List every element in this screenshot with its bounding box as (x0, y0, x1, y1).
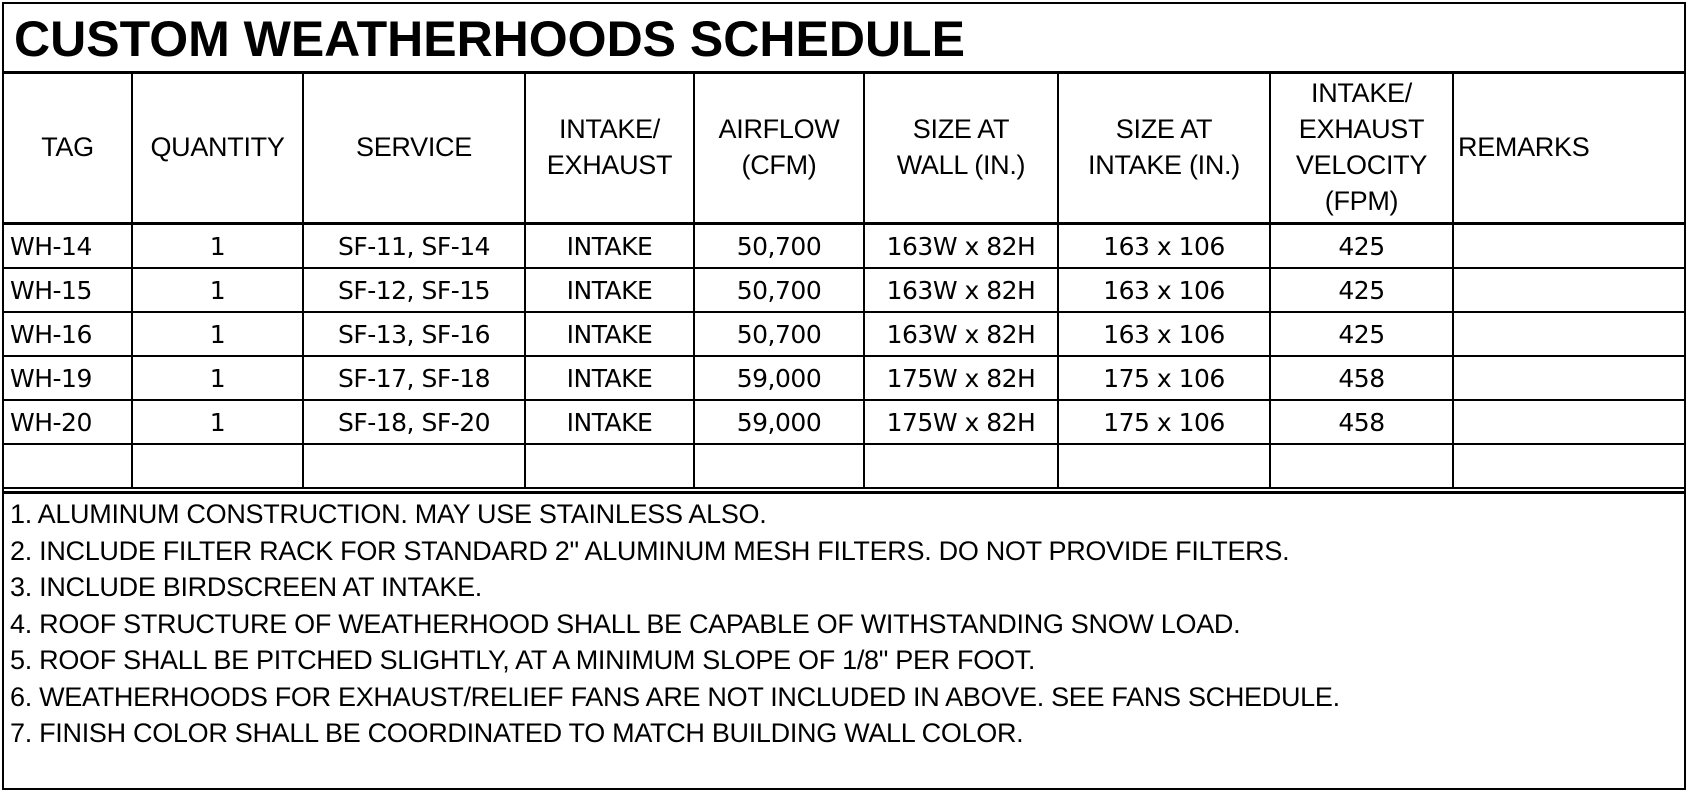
cell-tag: WH-15 (4, 268, 132, 312)
cell-velocity: 458 (1270, 400, 1453, 444)
cell-tag: WH-16 (4, 312, 132, 356)
cell-remarks (1453, 356, 1684, 400)
header-line: VELOCITY (1295, 150, 1428, 180)
header-line: INTAKE/ (559, 114, 660, 144)
cell-empty (525, 444, 694, 488)
table-row (4, 356, 1684, 400)
header-size-at-intake (1058, 72, 1270, 224)
schedule-notes (4, 491, 1684, 752)
cell-service: SF-11, SF-14 (303, 224, 525, 269)
header-service (303, 72, 525, 224)
weatherhoods-schedule-table (4, 72, 1684, 489)
note-item: 1. ALUMINUM CONSTRUCTION. MAY USE STAINLESS ALSO. (10, 499, 767, 529)
table-row (4, 224, 1684, 269)
cell-size-at-wall: 163W x 82H (864, 224, 1058, 269)
cell-remarks (1453, 312, 1684, 356)
cell-size-at-wall: 175W x 82H (864, 400, 1058, 444)
cell-empty (694, 444, 864, 488)
cell-tag: WH-19 (4, 356, 132, 400)
cell-size-at-intake: 175 x 106 (1058, 356, 1270, 400)
header-line: (CFM) (741, 150, 817, 180)
header-remarks (1453, 72, 1684, 224)
cell-empty (1453, 444, 1684, 488)
cell-size-at-intake: 163 x 106 (1058, 224, 1270, 269)
cell-airflow: 50,700 (694, 224, 864, 269)
cell-empty (4, 444, 132, 488)
cell-airflow: 59,000 (694, 356, 864, 400)
cell-velocity: 458 (1270, 356, 1453, 400)
header-line: EXHAUST (546, 150, 673, 180)
cell-empty (1270, 444, 1453, 488)
cell-service: SF-18, SF-20 (303, 400, 525, 444)
cell-size-at-wall: 163W x 82H (864, 268, 1058, 312)
cell-remarks (1453, 224, 1684, 269)
header-quantity (132, 72, 303, 224)
cell-quantity: 1 (132, 224, 303, 269)
cell-empty (132, 444, 303, 488)
cell-airflow: 59,000 (694, 400, 864, 444)
cell-quantity: 1 (132, 400, 303, 444)
cell-empty (1058, 444, 1270, 488)
header-line: INTAKE (IN.) (1088, 150, 1240, 180)
header-tag-label: TAG (41, 132, 94, 162)
cell-quantity: 1 (132, 268, 303, 312)
cell-intake-exhaust: INTAKE (525, 268, 694, 312)
cell-tag: WH-20 (4, 400, 132, 444)
header-line: INTAKE/ (1311, 78, 1412, 108)
cell-size-at-intake: 163 x 106 (1058, 268, 1270, 312)
cell-velocity: 425 (1270, 312, 1453, 356)
schedule-sheet (2, 2, 1686, 790)
header-line: SIZE AT (912, 114, 1010, 144)
cell-velocity: 425 (1270, 268, 1453, 312)
header-line: EXHAUST (1298, 114, 1425, 144)
cell-tag: WH-14 (4, 224, 132, 269)
note-item: 5. ROOF SHALL BE PITCHED SLIGHTLY, AT A MINIMUM SLOPE OF 1/8" PER FOOT. (10, 645, 1036, 675)
header-quantity-label: QUANTITY (150, 132, 285, 162)
cell-size-at-wall: 175W x 82H (864, 356, 1058, 400)
header-velocity (1270, 72, 1453, 224)
note-item: 7. FINISH COLOR SHALL BE COORDINATED TO MATCH BUILDING WALL COLOR. (10, 718, 1024, 748)
table-row (4, 400, 1684, 444)
header-remarks-label: REMARKS (1458, 132, 1590, 162)
cell-airflow: 50,700 (694, 312, 864, 356)
header-line: SIZE AT (1115, 114, 1213, 144)
empty-table-row (4, 444, 1684, 488)
header-size-at-wall (864, 72, 1058, 224)
cell-quantity: 1 (132, 312, 303, 356)
cell-remarks (1453, 268, 1684, 312)
cell-intake-exhaust: INTAKE (525, 224, 694, 269)
header-row (4, 72, 1684, 224)
header-intake-exhaust (525, 72, 694, 224)
header-service-label: SERVICE (356, 132, 472, 162)
cell-intake-exhaust: INTAKE (525, 312, 694, 356)
note-item: 3. INCLUDE BIRDSCREEN AT INTAKE. (10, 572, 483, 602)
header-line: AIRFLOW (718, 114, 840, 144)
note-item: 6. WEATHERHOODS FOR EXHAUST/RELIEF FANS ARE NOT INCLUDED IN ABOVE. SEE FANS SCHEDULE. (10, 681, 1340, 712)
table-row (4, 312, 1684, 356)
cell-service: SF-12, SF-15 (303, 268, 525, 312)
cell-empty (864, 444, 1058, 488)
header-line: WALL (IN.) (896, 150, 1026, 180)
cell-service: SF-17, SF-18 (303, 356, 525, 400)
schedule-title: CUSTOM WEATHERHOODS SCHEDULE (4, 4, 1684, 74)
cell-quantity: 1 (132, 356, 303, 400)
header-line: (FPM) (1324, 186, 1399, 216)
table-row (4, 268, 1684, 312)
cell-size-at-intake: 175 x 106 (1058, 400, 1270, 444)
cell-intake-exhaust: INTAKE (525, 400, 694, 444)
cell-size-at-intake: 163 x 106 (1058, 312, 1270, 356)
cell-remarks (1453, 400, 1684, 444)
cell-velocity: 425 (1270, 224, 1453, 269)
cell-service: SF-13, SF-16 (303, 312, 525, 356)
cell-intake-exhaust: INTAKE (525, 356, 694, 400)
cell-airflow: 50,700 (694, 268, 864, 312)
header-airflow (694, 72, 864, 224)
header-tag (4, 72, 132, 224)
cell-size-at-wall: 163W x 82H (864, 312, 1058, 356)
note-item: 4. ROOF STRUCTURE OF WEATHERHOOD SHALL BE CAPABLE OF WITHSTANDING SNOW LOAD. (10, 608, 1241, 639)
note-item: 2. INCLUDE FILTER RACK FOR STANDARD 2" ALUMINUM MESH FILTERS. DO NOT PROVIDE FILTERS. (10, 535, 1290, 566)
cell-empty (303, 444, 525, 488)
